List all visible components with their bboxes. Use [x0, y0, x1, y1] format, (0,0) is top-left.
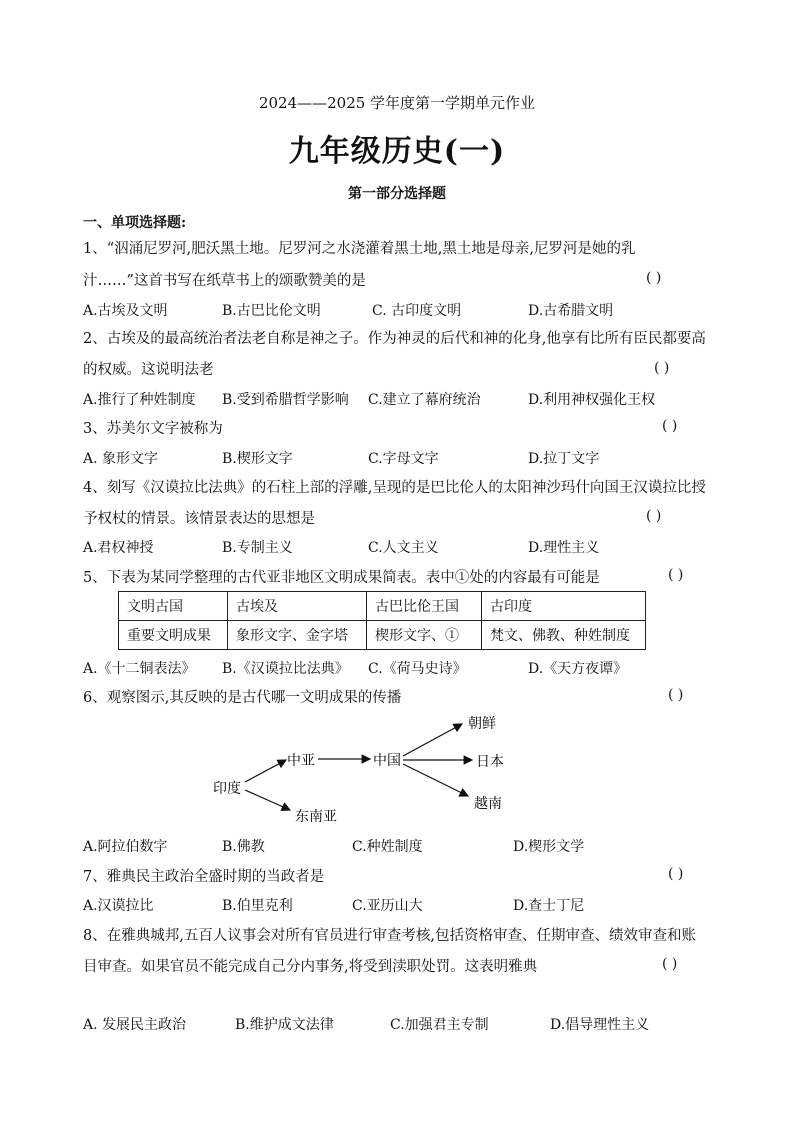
table-cell: 梵文、佛教、种姓制度: [482, 621, 646, 650]
table-cell: 文明古国: [119, 592, 228, 621]
question-1-line-1: 1、“泅涌尼罗河,肥沃黑土地。尼罗河之水浇灌着黑土地,黑土地是母亲,尼罗河是她的乳: [83, 241, 636, 257]
table-row: [119, 621, 646, 650]
node-southeast-asia: 东南亚: [295, 809, 337, 825]
q5-option-c: C.《荷马史诗》: [368, 661, 467, 677]
year-heading: 2024——2025 学年度第一学期单元作业: [258, 94, 536, 112]
arrow-china-to-vietnam: [403, 764, 468, 796]
q1-option-b: B.古巴比伦文明: [222, 303, 321, 319]
table-cell: 象形文字、金字塔: [228, 621, 367, 650]
q3-option-c: C.字母文字: [368, 451, 439, 467]
q4-option-a: A.君权神授: [83, 540, 154, 556]
arrow-india-to-central-asia: [245, 760, 286, 782]
answer-blank-1: ( ): [646, 270, 662, 286]
q2-option-c: C.建立了幕府统治: [368, 392, 481, 408]
q6-option-a: A.阿拉伯数字: [83, 839, 168, 855]
arrow-china-to-korea: [403, 724, 462, 756]
arrow-india-to-southeast-asia: [245, 790, 290, 810]
page-title: 九年级历史(一): [288, 134, 506, 169]
question-8-line-2: 目审查。如果官员不能完成自己分内事务,将受到渎职处罚。这表明雅典: [83, 959, 538, 975]
answer-blank-7: ( ): [668, 866, 684, 882]
spread-diagram: [200, 710, 520, 832]
answer-blank-8: ( ): [662, 956, 678, 972]
table-cell: 古巴比伦王国: [367, 592, 482, 621]
question-5-line-1: 5、下表为某同学整理的古代亚非地区文明成果简表。表中①处的内容最有可能是: [83, 570, 600, 586]
q2-option-b: B.受到希腊哲学影响: [222, 392, 349, 408]
q2-option-a: A.推行了种姓制度: [83, 392, 196, 408]
q4-option-d: D.理性主义: [528, 540, 600, 556]
node-korea: 朝鲜: [468, 716, 496, 732]
answer-blank-5: ( ): [668, 567, 684, 583]
section-title: 一、单项选择题:: [83, 215, 187, 231]
table-cell: 重要文明成果: [119, 621, 228, 650]
table-row: [119, 592, 646, 621]
q8-option-a: A. 发展民主政治: [83, 1017, 187, 1033]
q6-option-d: D.楔形文学: [513, 839, 585, 855]
question-7-line-1: 7、雅典民主政治全盛时期的当政者是: [83, 869, 325, 885]
q8-option-c: C.加强君主专制: [390, 1017, 489, 1033]
q5-option-b: B.《汉谟拉比法典》: [222, 661, 349, 677]
q8-option-d: D.倡导理性主义: [550, 1017, 650, 1033]
table-cell: 楔形文字、①: [367, 621, 482, 650]
question-4-line-2: 予权杖的情景。该情景表达的思想是: [83, 511, 315, 527]
q1-option-d: D.古希腊文明: [528, 303, 614, 319]
q8-option-b: B.维护成文法律: [235, 1017, 334, 1033]
q5-option-d: D.《天方夜谭》: [528, 661, 628, 677]
q7-option-c: C.亚历山大: [352, 898, 423, 914]
table-cell: 古埃及: [228, 592, 367, 621]
question-2-line-2: 的权威。这说明法老: [83, 362, 214, 378]
question-4-line-1: 4、刻写《汉谟拉比法典》的石柱上部的浮雕,呈现的是巴比伦人的太阳神沙玛什向国王汉谟拉比授: [83, 480, 706, 496]
q3-option-b: B.楔形文字: [222, 451, 293, 467]
node-india: 印度: [213, 781, 241, 797]
question-1-line-2: 汁……”这首书写在纸草书上的颂歌赞美的是: [83, 273, 366, 289]
answer-blank-2: ( ): [654, 360, 670, 376]
q7-option-b: B.伯里克利: [222, 898, 293, 914]
part-title: 第一部分选择题: [348, 186, 446, 202]
civilization-table: [118, 591, 646, 650]
question-6-line-1: 6、观察图示,其反映的是古代哪一文明成果的传播: [83, 690, 402, 706]
table-cell: 古印度: [482, 592, 646, 621]
q3-option-a: A. 象形文字: [83, 451, 159, 467]
answer-blank-4: ( ): [646, 508, 662, 524]
question-3-line-1: 3、苏美尔文字被称为: [83, 421, 223, 437]
answer-blank-3: ( ): [662, 418, 678, 434]
node-vietnam: 越南: [474, 796, 502, 812]
q3-option-d: D.拉丁文字: [528, 451, 600, 467]
question-8-line-1: 8、在雅典城邦,五百人议事会对所有官员进行审查考核,包括资格审查、任期审查、绩效审查和账: [83, 928, 696, 944]
question-2-line-1: 2、古埃及的最高统治者法老自称是神之子。作为神灵的后代和神的化身,他享有比所有臣民都要高: [83, 331, 706, 347]
q2-option-d: D.利用神权强化王权: [528, 392, 656, 408]
node-japan: 日本: [476, 754, 504, 770]
node-china: 中国: [373, 753, 401, 769]
q1-option-a: A.古埃及文明: [83, 303, 168, 319]
q4-option-b: B.专制主义: [222, 540, 293, 556]
q5-option-a: A.《十二铜表法》: [83, 661, 196, 677]
q7-option-d: D.查士丁尼: [513, 898, 585, 914]
q4-option-c: C.人文主义: [368, 540, 439, 556]
q6-option-c: C.种姓制度: [352, 839, 423, 855]
q6-option-b: B.佛教: [222, 839, 265, 855]
answer-blank-6: ( ): [668, 687, 684, 703]
node-central-asia: 中亚: [287, 753, 315, 769]
q1-option-c: C. 古印度文明: [372, 303, 462, 319]
q7-option-a: A.汉谟拉比: [83, 898, 154, 914]
